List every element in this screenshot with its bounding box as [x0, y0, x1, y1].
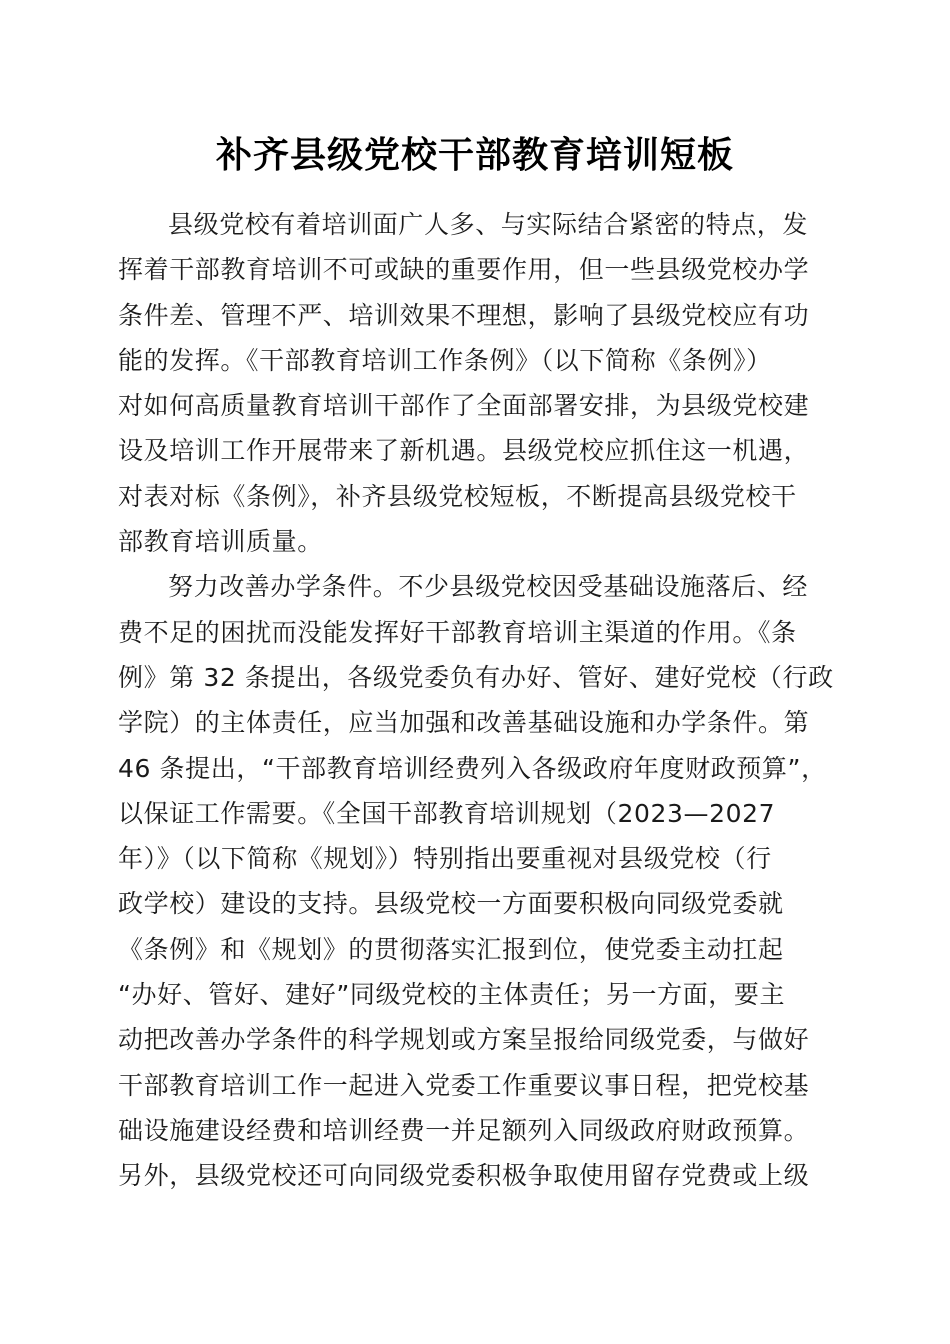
text-line: “办好、管好、建好”同级党校的主体责任；另一方面，要主	[118, 980, 786, 1010]
text-line: 设及培训工作开展带来了新机遇。县级党校应抓住这一机遇，	[118, 436, 810, 466]
text-line: 县级党校有着培训面广人多、与实际结合紧密的特点，发	[168, 210, 809, 239]
document-body	[118, 202, 834, 1199]
text-line: 46 条提出，“干部教育培训经费列入各级政府年度财政预算”，	[118, 753, 827, 783]
text-line: 部教育培训质量。	[118, 527, 323, 557]
text-line: 动把改善办学条件的科学规划或方案呈报给同级党委，与做好	[118, 1025, 810, 1055]
text-line: 对如何高质量教育培训干部作了全面部署安排，为县级党校建	[118, 391, 810, 421]
text-line: 《条例》和《规划》的贯彻落实汇报到位，使党委主动扛起	[118, 934, 784, 964]
text-line: 学院）的主体责任，应当加强和改善基础设施和办学条件。第	[118, 708, 810, 738]
text-line: 对表对标《条例》，补齐县级党校短板，不断提高县级党校干	[118, 481, 797, 511]
text-line: 年）》（以下简称《规划》）特别指出要重视对县级党校（行	[118, 844, 772, 874]
text-line: 能的发挥。《干部教育培训工作条例》（以下简称《条例》）	[118, 345, 772, 375]
text-line: 挥着干部教育培训不可或缺的重要作用，但一些县级党校办学	[118, 255, 810, 285]
text-line: 以保证工作需要。《全国干部教育培训规划（2023—2027	[118, 798, 776, 828]
text-line: 费不足的困扰而没能发挥好干部教育培训主渠道的作用。《条	[118, 617, 797, 647]
text-line: 干部教育培训工作一起进入党委工作重要议事日程，把党校基	[118, 1070, 810, 1100]
text-line: 另外，县级党校还可向同级党委积极争取使用留存党费或上级	[118, 1161, 810, 1191]
text-line: 努力改善办学条件。不少县级党校因受基础设施落后、经	[168, 572, 809, 602]
document-title: 补齐县级党校干部教育培训短板	[215, 134, 734, 176]
text-line: 例》第 32 条提出，各级党委负有办好、管好、建好党校（行政	[118, 662, 834, 692]
text-line: 础设施建设经费和培训经费一并足额列入同级政府财政预算。	[118, 1115, 810, 1145]
paragraph-2	[118, 564, 834, 1198]
paragraph-1	[118, 202, 824, 564]
text-line: 政学校）建设的支持。县级党校一方面要积极向同级党委就	[118, 889, 784, 919]
text-line: 条件差、管理不严、培训效果不理想，影响了县级党校应有功	[118, 300, 810, 330]
